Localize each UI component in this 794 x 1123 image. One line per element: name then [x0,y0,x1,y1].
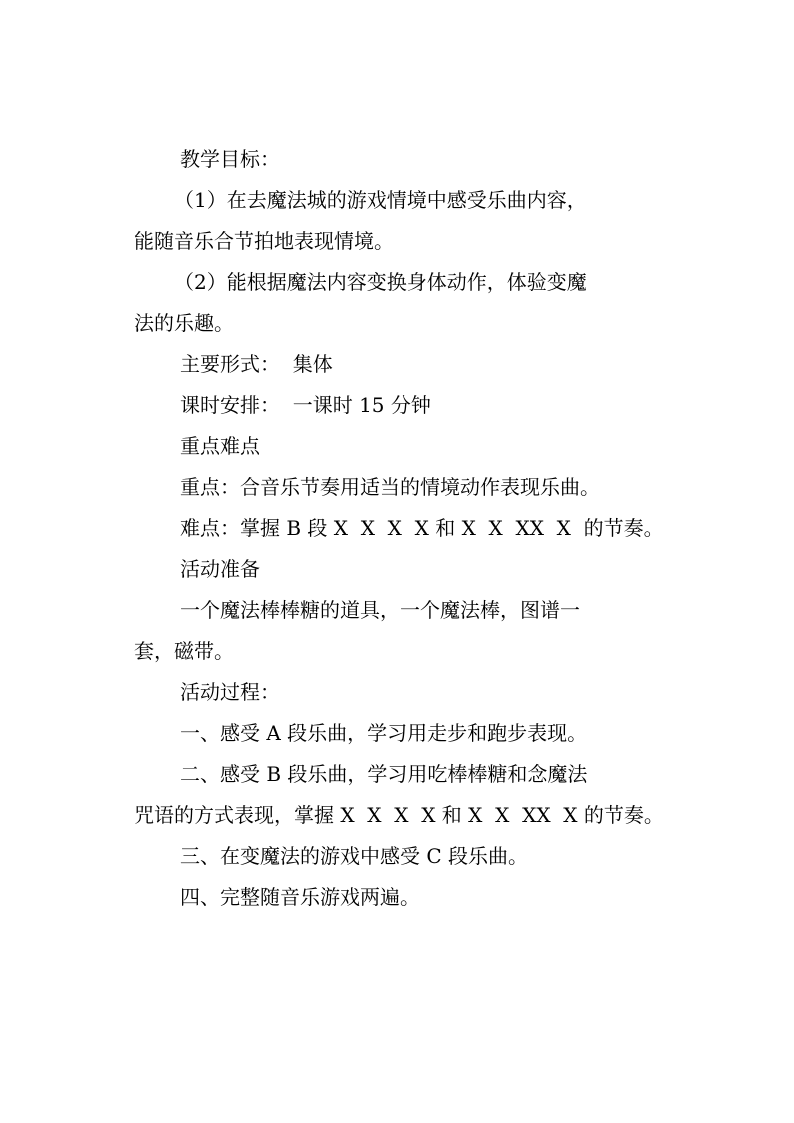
step-2-line-1: 二、感受 B 段乐曲，学习用吃棒棒糖和念魔法 [180,762,588,786]
preparation-line-2: 套，磁带。 [134,639,234,663]
preparation [134,590,674,672]
document-body [134,139,674,918]
key-points-heading: 重点难点 [180,434,260,458]
objective-1-line-2: 能随音乐合节拍地表现情境。 [134,229,394,253]
step-2 [134,754,674,836]
step-3: 三、在变魔法的游戏中感受 C 段乐曲。 [180,844,529,868]
class-hours: 课时安排： 一课时 15 分钟 [180,393,431,417]
objectives-heading: 教学目标： [180,147,280,171]
preparation-heading: 活动准备 [180,557,260,581]
step-4: 四、完整随音乐游戏两遍。 [180,885,420,909]
preparation-line-1: 一个魔法棒棒糖的道具，一个魔法棒，图谱一 [180,598,580,622]
objective-2 [134,262,674,344]
step-2-line-2: 咒语的方式表现，掌握 X X X X 和 X X XX X 的节奏。 [134,803,664,827]
key-point: 重点：合音乐节奏用适当的情境动作表现乐曲。 [180,475,600,499]
process-heading: 活动过程： [180,680,280,704]
objective-2-line-1: （2）能根据魔法内容变换身体动作，体验变魔 [174,270,587,294]
difficult-point: 难点：掌握 B 段 X X X X 和 X X XX X 的节奏。 [180,516,664,540]
objective-2-line-2: 法的乐趣。 [134,311,234,335]
step-1: 一、感受 A 段乐曲，学习用走步和跑步表现。 [180,721,588,745]
main-form: 主要形式： 集体 [180,352,333,376]
objective-1 [134,180,674,262]
objective-1-line-1: （1）在去魔法城的游戏情境中感受乐曲内容， [174,188,587,212]
